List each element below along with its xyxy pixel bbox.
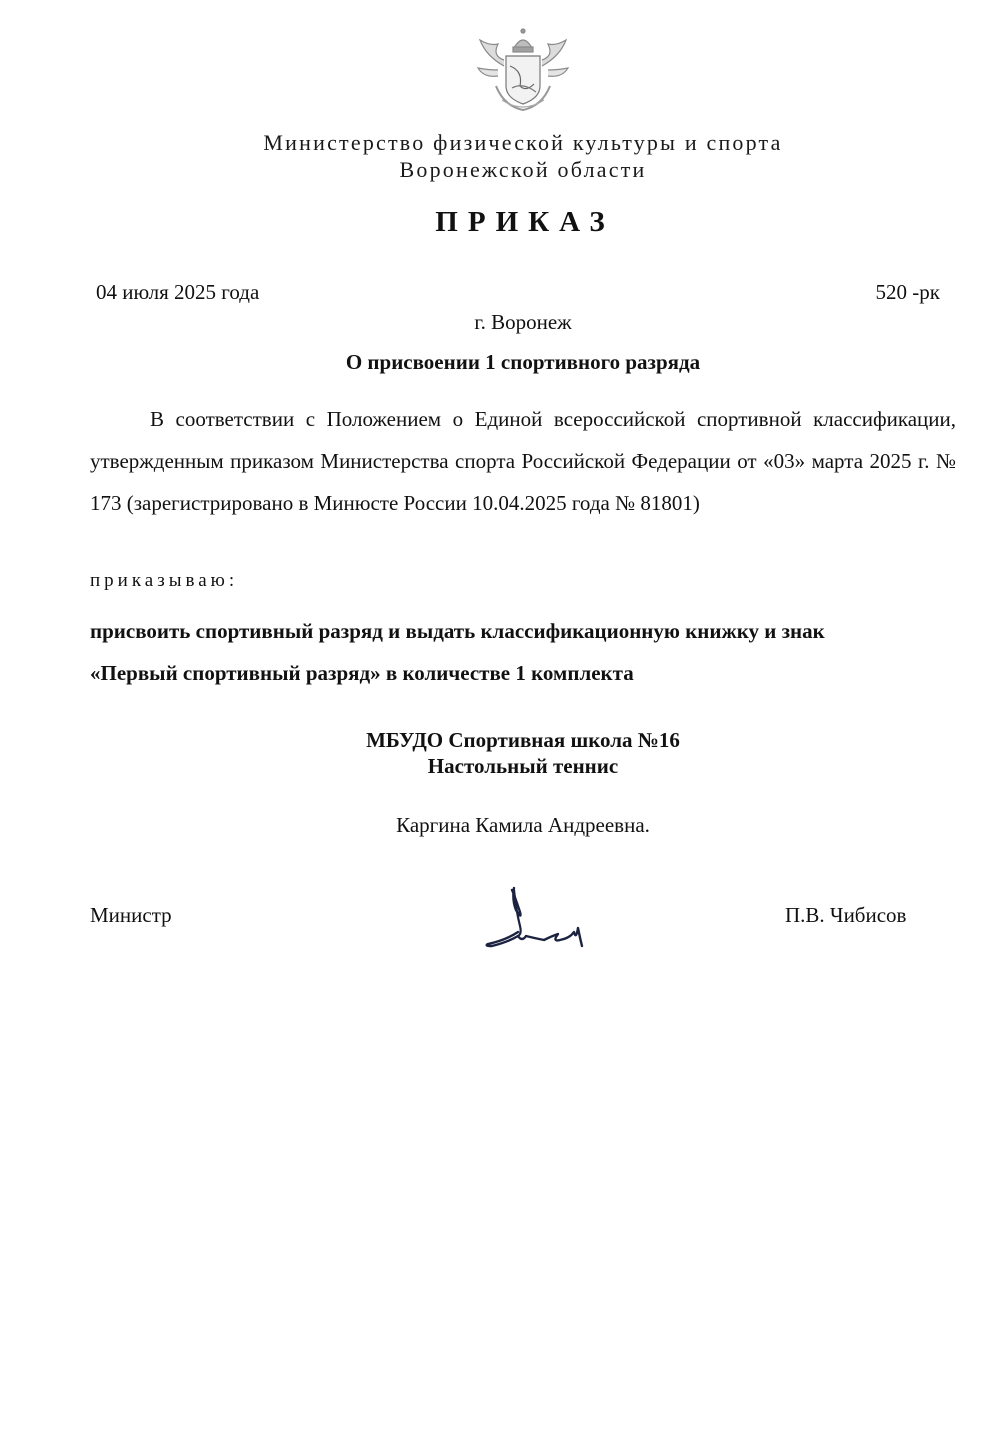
recipient-person: Каргина Камила Андреевна. bbox=[396, 813, 650, 837]
ministry-line-1: Министерство физической культуры и спорта bbox=[263, 130, 783, 155]
order-subject: О присвоении 1 спортивного разряда bbox=[345, 350, 701, 374]
preamble-paragraph bbox=[90, 398, 956, 524]
signatory-role: Министр bbox=[90, 903, 172, 927]
organization-name: МБУДО Спортивная школа №16 bbox=[366, 728, 680, 752]
decision-text bbox=[90, 610, 970, 694]
coat-of-arms-icon bbox=[468, 26, 578, 112]
recipient-organization-block bbox=[0, 727, 1000, 779]
sport-name: Настольный теннис bbox=[427, 754, 619, 778]
decision-line-1: присвоить спортивный разряд и выдать классификационную книжку и знак bbox=[90, 619, 825, 643]
signatory-name: П.В. Чибисов bbox=[785, 903, 907, 927]
ministry-name bbox=[0, 129, 1000, 183]
decision-line-2: «Первый спортивный разряд» в количестве 1 комплекта bbox=[90, 661, 634, 685]
order-number: 520 -рк bbox=[875, 280, 940, 304]
document-title: ПРИКАЗ bbox=[435, 206, 615, 238]
order-date: 04 июля 2025 года bbox=[96, 280, 260, 304]
order-word: приказываю: bbox=[90, 570, 239, 591]
ministry-line-2: Воронежской области bbox=[399, 157, 647, 182]
preamble-text: В соответствии с Положением о Единой всероссийской спортивной классификации, утвержденным приказом Министерства спорта Российской Федерации от «03» марта 2025 г. № 173 (зарегистрировано в Минюсте России 10.04.2025 года № 81801) bbox=[90, 407, 956, 515]
handwritten-signature-icon bbox=[478, 880, 618, 960]
order-city: г. Воронеж bbox=[474, 310, 572, 334]
